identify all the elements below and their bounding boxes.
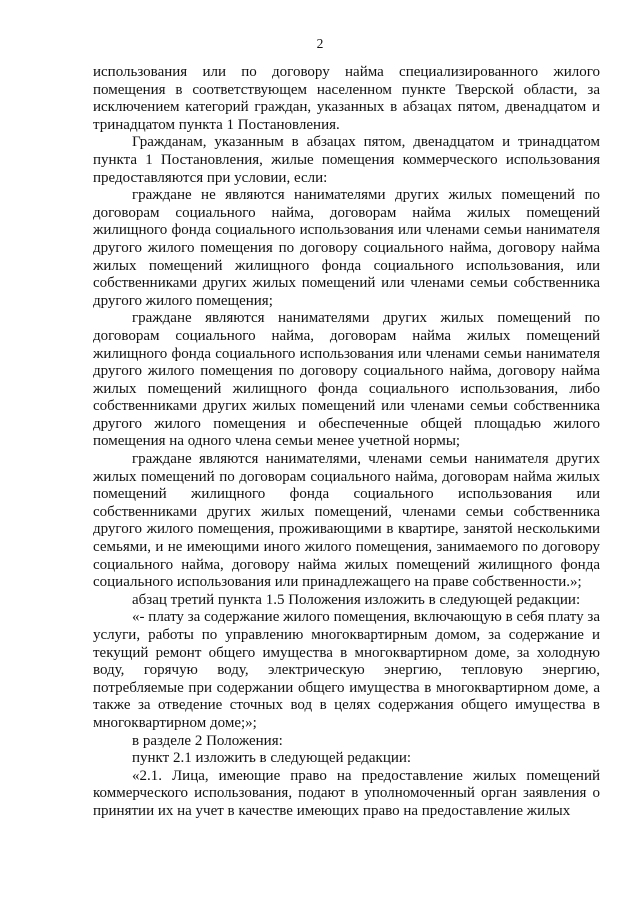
paragraph-condition-1: граждане не являются нанимателями других жилых помещений по договорам социального найма, договорам найма жилых помещений жилищного фонда социального использования или членами семьи нанимателя другого жилого помещения по договору социального найма, договору найма жилых помещений жилищного фонда социального использования, или собственниками других жилых помещений или членами семьи собственника другого жилого помещения; <box>93 187 600 309</box>
page-number: 2 <box>316 36 324 51</box>
paragraph-quoted-payment: «- плату за содержание жилого помещения, включающую в себя плату за услуги, работы по управлению многоквартирным домом, за содержание и текущий ремонт общего имущества в многоквартирном доме, за холодную воду, горячую воду, электрическую энергию, тепловую энергию, потребляемые при содержании общего имущества в многоквартирном доме, а также за отведение сточных вод в целях содержания общего имущества в многоквартирном доме;»; <box>93 609 600 731</box>
paragraph-amendment-2-1: пункт 2.1 изложить в следующей редакции: <box>132 750 412 767</box>
paragraph-quoted-2-1: «2.1. Лица, имеющие право на предоставление жилых помещений коммерческого использования, подают в уполномоченный орган заявления о принятии их на учет в качестве имеющих право на предоставление жилых <box>93 767 600 819</box>
paragraph-amendment-1-5: абзац третий пункта 1.5 Положения изложить в следующей редакции: <box>132 591 581 608</box>
paragraph-conditions-intro: Гражданам, указанным в абзацах пятом, двенадцатом и тринадцатом пункта 1 Постановления, жилые помещения коммерческого использования предоставляются при условии, если: <box>93 134 600 186</box>
paragraph-condition-3: граждане являются нанимателями, членами семьи нанимателя других жилых помещений по договорам социального найма, договорам найма жилых помещений жилищного фонда социального использования или собственниками других жилых помещений, членами семьи собственника другого жилого помещения, проживающими в квартире, занятой несколькими семьями, и не имеющими иного жилого помещения, занимаемого по договору социального найма, договору найма жилых помещений жилищного фонда социального использования или принадлежащего на праве собственности.»; <box>93 451 600 591</box>
paragraph-condition-2: граждане являются нанимателями других жилых помещений по договорам социального найма, договорам найма жилых помещений жилищного фонда социального использования или членами семьи нанимателя другого жилого помещения по договору социального найма, договору найма жилых помещений жилищного фонда социального использования, либо собственниками других жилых помещений или членами семьи собственника другого жилого помещения и обеспеченные общей площадью жилого помещения на одного члена семьи менее учетной нормы; <box>93 310 600 450</box>
paragraph-continuation: использования или по договору найма специализированного жилого помещения в соответствующем населенном пункте Тверской области, за исключением категорий граждан, указанных в абзацах пятом, двенадцатом и тринадцатом пункта 1 Постановления. <box>93 64 600 133</box>
paragraph-section-2: в разделе 2 Положения: <box>132 732 283 749</box>
document-body <box>93 64 600 821</box>
